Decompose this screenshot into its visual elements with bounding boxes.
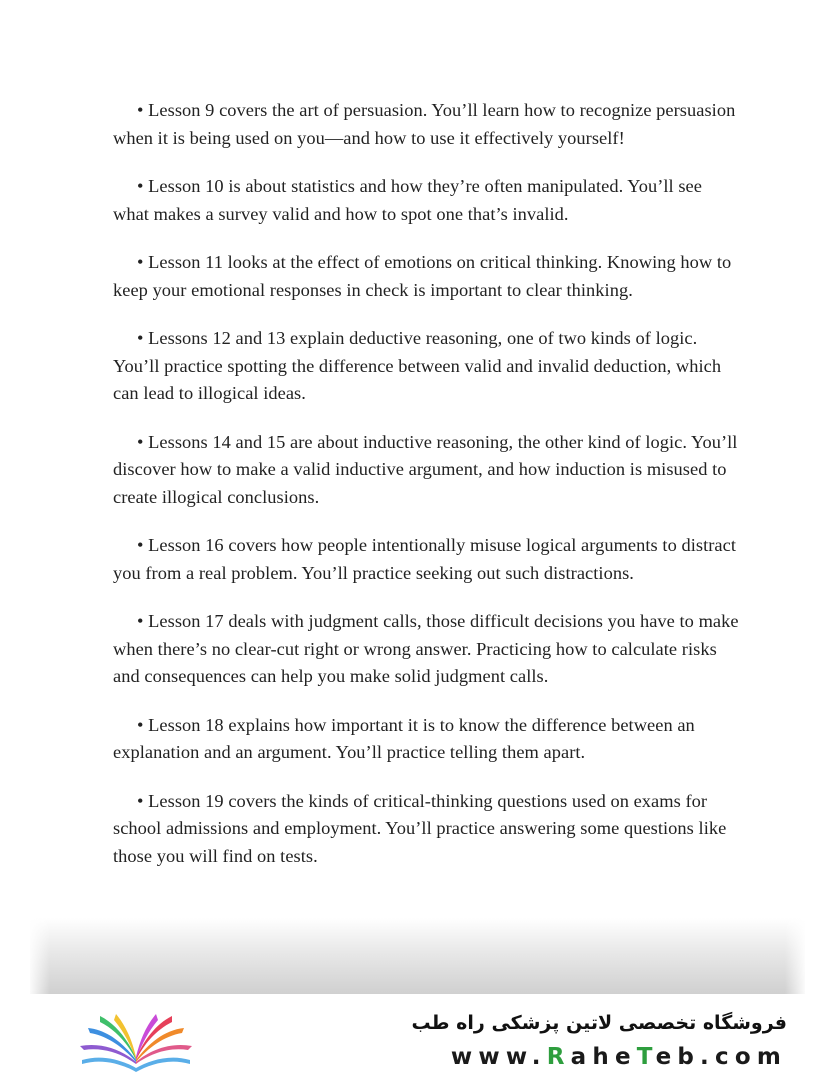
url-letter-r: R <box>546 1044 571 1070</box>
page-body <box>113 97 739 870</box>
lesson-12-13-paragraph: • Lessons 12 and 13 explain deductive reasoning, one of two kinds of logic. You’ll practice spotting the difference between valid and invalid deduction, which can lead to illogical ideas. <box>113 328 722 403</box>
lesson-17-paragraph: • Lesson 17 deals with judgment calls, those difficult decisions you have to make when there’s no clear-cut right or wrong answer. Practicing how to calculate risks and consequences can help you make solid judgment calls. <box>113 611 739 686</box>
lesson-10-paragraph: • Lesson 10 is about statistics and how they’re often manipulated. You’ll see what makes a survey valid and how to spot one that’s invalid. <box>113 176 702 224</box>
lesson-9-paragraph: • Lesson 9 covers the art of persuasion. You’ll learn how to recognize persuasion when it is being used on you—and how to use it effectively yourself! <box>113 100 736 148</box>
site-url[interactable] <box>451 1044 787 1070</box>
footer-banner <box>0 994 835 1080</box>
bottom-shadow <box>30 918 805 994</box>
lesson-14-15-paragraph: • Lessons 14 and 15 are about inductive reasoning, the other kind of logic. You’ll discover how to make a valid inductive argument, and how induction is misused to create illogical conclusions. <box>113 431 738 507</box>
lesson-16-paragraph: • Lesson 16 covers how people intentionally misuse logical arguments to distract you from a real problem. You’ll practice seeking out such distractions. <box>113 535 736 583</box>
url-middle: ahe <box>570 1044 637 1070</box>
open-book-rainbow-icon <box>72 1010 200 1074</box>
url-prefix: www. <box>450 1044 547 1070</box>
lesson-19-paragraph: • Lesson 19 covers the kinds of critical-thinking questions used on exams for school admissions and employment. You’ll practice answering some questions like those you will find on tests. <box>113 790 727 866</box>
lesson-11-paragraph: • Lesson 11 looks at the effect of emotions on critical thinking. Knowing how to keep your emotional responses in check is important to clear thinking. <box>113 252 732 300</box>
shadow-fade-right <box>785 918 805 994</box>
lesson-18-paragraph: • Lesson 18 explains how important it is to know the difference between an explanation and an argument. You’ll practice telling them apart. <box>113 714 695 762</box>
url-suffix: eb.com <box>655 1044 787 1070</box>
shop-name: فروشگاه تخصصی لاتین پزشکی راه طب <box>411 1012 787 1034</box>
url-letter-t: T <box>636 1044 656 1070</box>
shadow-fade-left <box>30 918 50 994</box>
